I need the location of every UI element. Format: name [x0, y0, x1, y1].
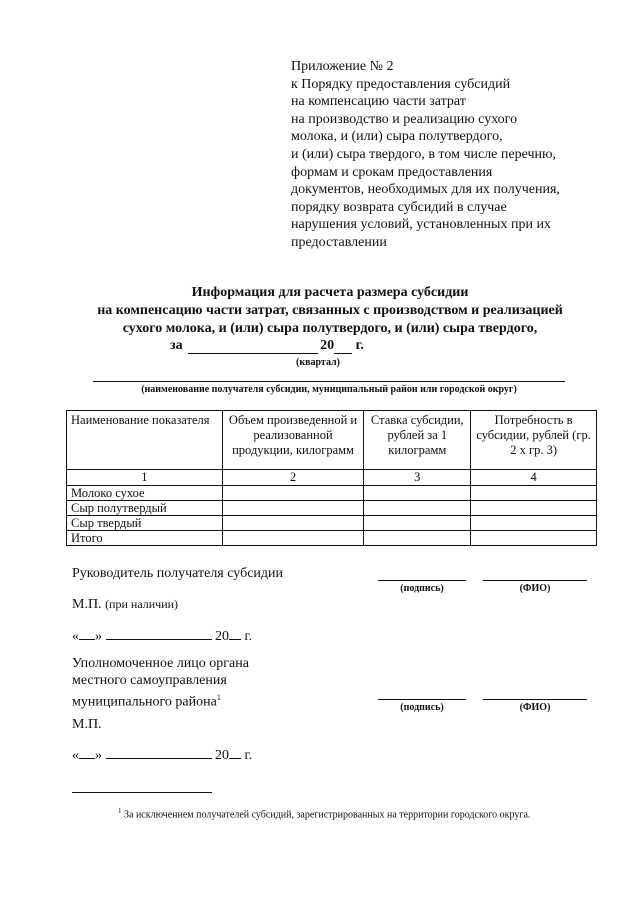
appendix-line: к Порядку предоставления субсидий	[291, 76, 511, 92]
fio-caption: (ФИО)	[519, 583, 551, 594]
stamp-line	[72, 597, 178, 613]
table-cell[interactable]	[222, 501, 364, 516]
table-cell[interactable]	[364, 531, 471, 546]
official-line	[72, 689, 249, 711]
column-number-row	[67, 470, 597, 486]
head-signature-line[interactable]	[378, 580, 466, 581]
table-cell[interactable]	[364, 516, 471, 531]
column-number: 2	[222, 470, 364, 486]
date-suffix: г.	[244, 748, 253, 763]
appendix-line: формам и срокам предоставления	[291, 164, 493, 180]
quarter-blank[interactable]	[188, 339, 318, 354]
day-blank[interactable]	[79, 626, 95, 640]
date-year: 20	[215, 748, 229, 763]
period-year: 20	[320, 338, 335, 353]
appendix-line: на компенсацию части затрат	[291, 94, 466, 110]
stamp2-label: М.П.	[72, 717, 102, 732]
official-signature-line[interactable]	[378, 699, 466, 700]
row-name: Сыр твердый	[67, 516, 223, 531]
appendix-line: на производство и реализацию сухого	[291, 111, 518, 127]
date-field-2	[72, 745, 252, 764]
date-year: 20	[215, 629, 229, 644]
period-prefix: за	[170, 338, 183, 353]
period-field	[170, 338, 470, 354]
column-number: 3	[364, 470, 471, 486]
title-line: сухого молока, и (или) сыра полутвердого, и (или) сыра твердого,	[122, 321, 538, 336]
date-field	[72, 626, 252, 645]
recipient-caption: (наименование получателя субсидии, муниципальный район или городской округ)	[141, 384, 517, 395]
row-name: Молоко сухое	[67, 486, 223, 501]
table-cell[interactable]	[364, 501, 471, 516]
month-blank[interactable]	[106, 745, 212, 759]
table-row	[67, 531, 597, 546]
column-header: Потребность в субсидии, рублей (гр. 2 x гр. 3)	[471, 411, 597, 470]
official-fio-line[interactable]	[483, 699, 587, 700]
appendix-line: Приложение № 2	[291, 59, 394, 74]
column-header: Ставка субсидии, рублей за 1 килограмм	[364, 411, 471, 470]
footnote	[118, 807, 530, 820]
date-close-quote: »	[95, 629, 102, 644]
table-cell[interactable]	[222, 531, 364, 546]
footnote-ref: 1	[216, 693, 221, 702]
appendix-line: документов, необходимых для их получения,	[291, 182, 560, 198]
stamp-note: (при наличии)	[105, 597, 179, 611]
column-header: Наименование показателя	[67, 411, 223, 470]
table-cell[interactable]	[471, 501, 597, 516]
table-row	[67, 501, 597, 516]
form-title	[40, 284, 620, 338]
date-open-quote: «	[72, 629, 79, 644]
quarter-caption: (квартал)	[296, 357, 340, 368]
footnote-mark: 1	[118, 807, 122, 815]
column-header: Объем произведенной и реализованной продукции, килограмм	[222, 411, 364, 470]
row-name: Итого	[67, 531, 223, 546]
date-suffix: г.	[244, 629, 253, 644]
row-name: Сыр полутвердый	[67, 501, 223, 516]
table-cell[interactable]	[471, 531, 597, 546]
table-cell[interactable]	[222, 516, 364, 531]
table-cell[interactable]	[364, 486, 471, 501]
head-fio-line[interactable]	[483, 580, 587, 581]
official-label	[72, 655, 249, 711]
appendix-line: молока, и (или) сыра полутвердого,	[291, 129, 503, 145]
table-cell[interactable]	[471, 486, 597, 501]
year-blank[interactable]	[229, 626, 241, 640]
footnote-separator	[72, 792, 212, 793]
column-number: 4	[471, 470, 597, 486]
signature-caption: (подпись)	[400, 702, 444, 713]
official-line: Уполномоченное лицо органа	[72, 656, 249, 671]
appendix-line: нарушения условий, установленных при их	[291, 217, 551, 233]
table-row	[67, 516, 597, 531]
appendix-line: порядку возврата субсидий в случае	[291, 199, 507, 215]
period-suffix: г.	[355, 338, 364, 353]
table-header-row	[67, 411, 597, 470]
appendix-header	[291, 58, 611, 252]
month-blank[interactable]	[106, 626, 212, 640]
signature-caption: (подпись)	[400, 583, 444, 594]
head-label: Руководитель получателя субсидии	[72, 566, 284, 581]
appendix-line: предоставлении	[291, 234, 387, 250]
stamp-label: М.П.	[72, 597, 102, 612]
subsidy-table	[66, 410, 597, 546]
year-blank[interactable]	[334, 339, 352, 354]
official-line: местного самоуправления	[72, 673, 227, 688]
table-cell[interactable]	[222, 486, 364, 501]
column-number: 1	[67, 470, 223, 486]
table-row	[67, 486, 597, 501]
title-line: Информация для расчета размера субсидии	[191, 285, 469, 300]
official-line-text: муниципального района	[72, 694, 217, 710]
title-line: на компенсацию части затрат, связанных с производством и реализацией	[97, 303, 563, 318]
date-open-quote: «	[72, 748, 79, 763]
date-close-quote: »	[95, 748, 102, 763]
fio-caption: (ФИО)	[519, 702, 551, 713]
table-cell[interactable]	[471, 516, 597, 531]
year-blank[interactable]	[229, 745, 241, 759]
footnote-text: За исключением получателей субсидий, зарегистрированных на территории городского округа.	[124, 809, 531, 821]
recipient-blank[interactable]	[93, 381, 565, 382]
appendix-line: и (или) сыра твердого, в том числе перечню,	[291, 146, 556, 162]
day-blank[interactable]	[79, 745, 95, 759]
